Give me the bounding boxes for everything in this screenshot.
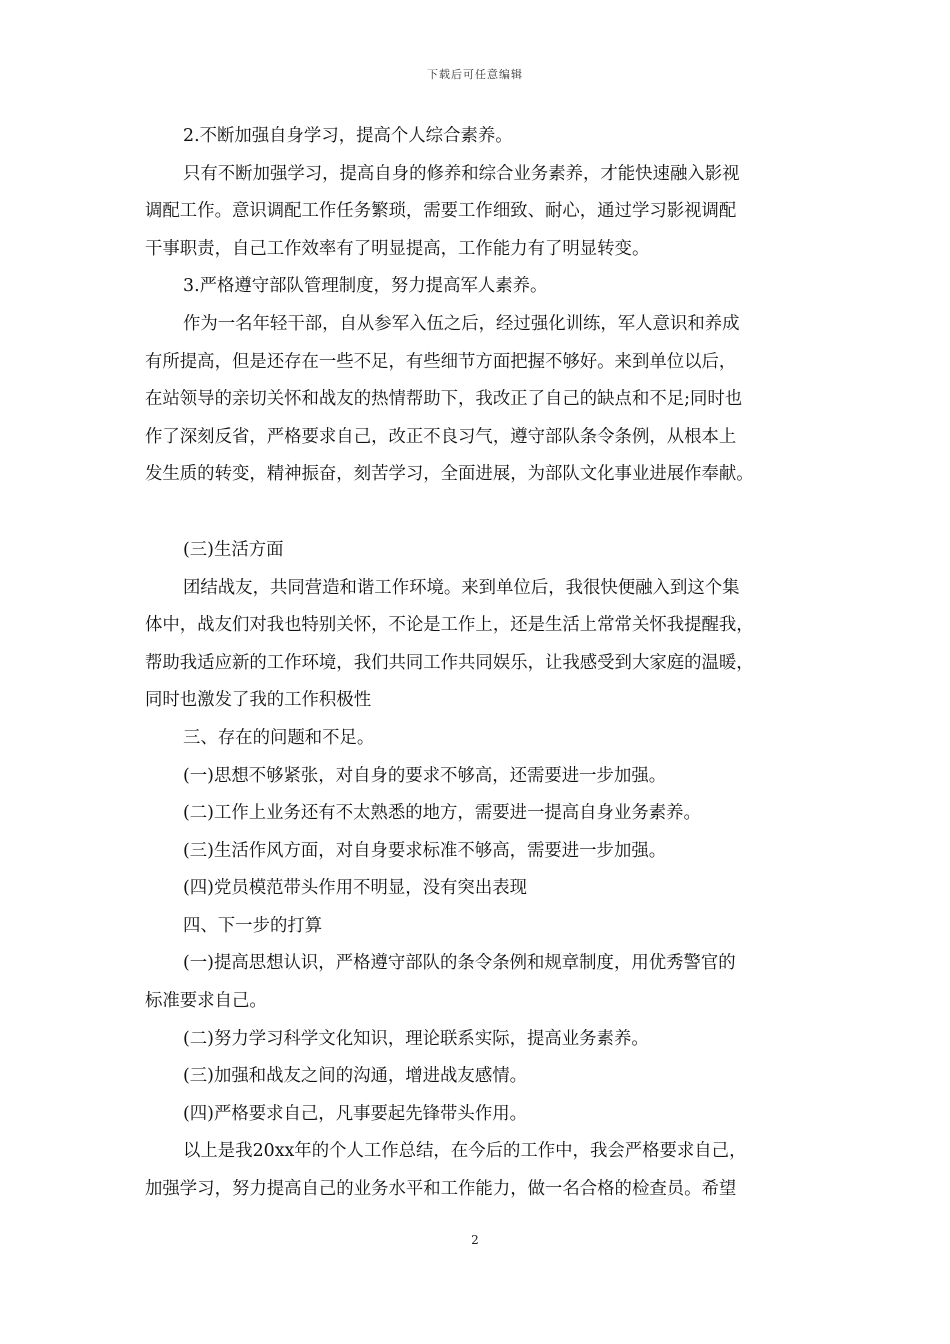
paragraph-line: 作了深刻反省，严格要求自己，改正不良习气，遵守部队条令条例，从根本上 — [145, 426, 737, 447]
list-item: (一)提高思想认识，严格遵守部队的条令条例和规章制度，用优秀警官的 — [183, 953, 736, 974]
section-heading: (三)生活方面 — [183, 539, 284, 560]
paragraph-line: 调配工作。意识调配工作任务繁琐，需要工作细致、耐心，通过学习影视调配 — [145, 201, 737, 222]
paragraph-line: 发生质的转变，精神振奋，刻苦学习，全面进展，为部队文化事业进展作奉献。 — [145, 464, 754, 485]
list-item-continuation: 标准要求自己。 — [145, 991, 267, 1012]
section-heading: 3.严格遵守部队管理制度，努力提高军人素养。 — [183, 276, 548, 297]
paragraph-line: 有所提高，但是还存在一些不足，有些细节方面把握不够好。来到单位以后， — [145, 351, 737, 372]
list-item: (一)思想不够紧张，对自身的要求不够高，还需要进一步加强。 — [183, 765, 667, 786]
paragraph-line: 帮助我适应新的工作环境，我们共同工作共同娱乐，让我感受到大家庭的温暖， — [145, 652, 754, 673]
section-heading: 三、存在的问题和不足。 — [183, 727, 375, 748]
document-body — [145, 118, 825, 1209]
paragraph-line: 同时也激发了我的工作积极性 — [145, 690, 372, 711]
paragraph-line: 在站领导的亲切关怀和战友的热情帮助下，我改正了自己的缺点和不足;同时也 — [145, 389, 743, 410]
paragraph-line: 体中，战友们对我也特别关怀，不论是工作上，还是生活上常常关怀我提醒我， — [145, 615, 754, 636]
list-item: (二)工作上业务还有不太熟悉的地方，需要进一提高自身业务素养。 — [183, 803, 701, 824]
paragraph-line: 以上是我20xx年的个人工作总结，在今后的工作中，我会严格要求自己， — [183, 1141, 747, 1162]
section-heading: 2.不断加强自身学习，提高个人综合素养。 — [183, 126, 513, 146]
list-item: (二)努力学习科学文化知识，理论联系实际，提高业务素养。 — [183, 1028, 649, 1049]
paragraph-line: 干事职责，自己工作效率有了明显提高，工作能力有了明显转变。 — [145, 238, 650, 259]
paragraph-line: 只有不断加强学习，提高自身的修养和综合业务素养，才能快速融入影视 — [183, 163, 740, 184]
list-item: (四)党员模范带头作用不明显，没有突出表现 — [183, 878, 527, 899]
paragraph-line: 加强学习，努力提高自己的业务水平和工作能力，做一名合格的检查员。希望 — [145, 1179, 737, 1200]
page-number: 2 — [471, 1233, 479, 1247]
paragraph-line: 作为一名年轻干部，自从参军入伍之后，经过强化训练，军人意识和养成 — [183, 313, 740, 334]
list-item: (三)加强和战友之间的沟通，增进战友感情。 — [183, 1066, 527, 1087]
paragraph-gap — [145, 494, 825, 532]
list-item: (三)生活作风方面，对自身要求标准不够高，需要进一步加强。 — [183, 840, 667, 861]
paragraph-line: 团结战友，共同营造和谐工作环境。来到单位后，我很快便融入到这个集 — [183, 577, 740, 598]
section-heading: 四、下一步的打算 — [183, 915, 323, 936]
page-header: 下载后可任意编辑 — [427, 68, 523, 81]
list-item: (四)严格要求自己，凡事要起先锋带头作用。 — [183, 1103, 527, 1124]
